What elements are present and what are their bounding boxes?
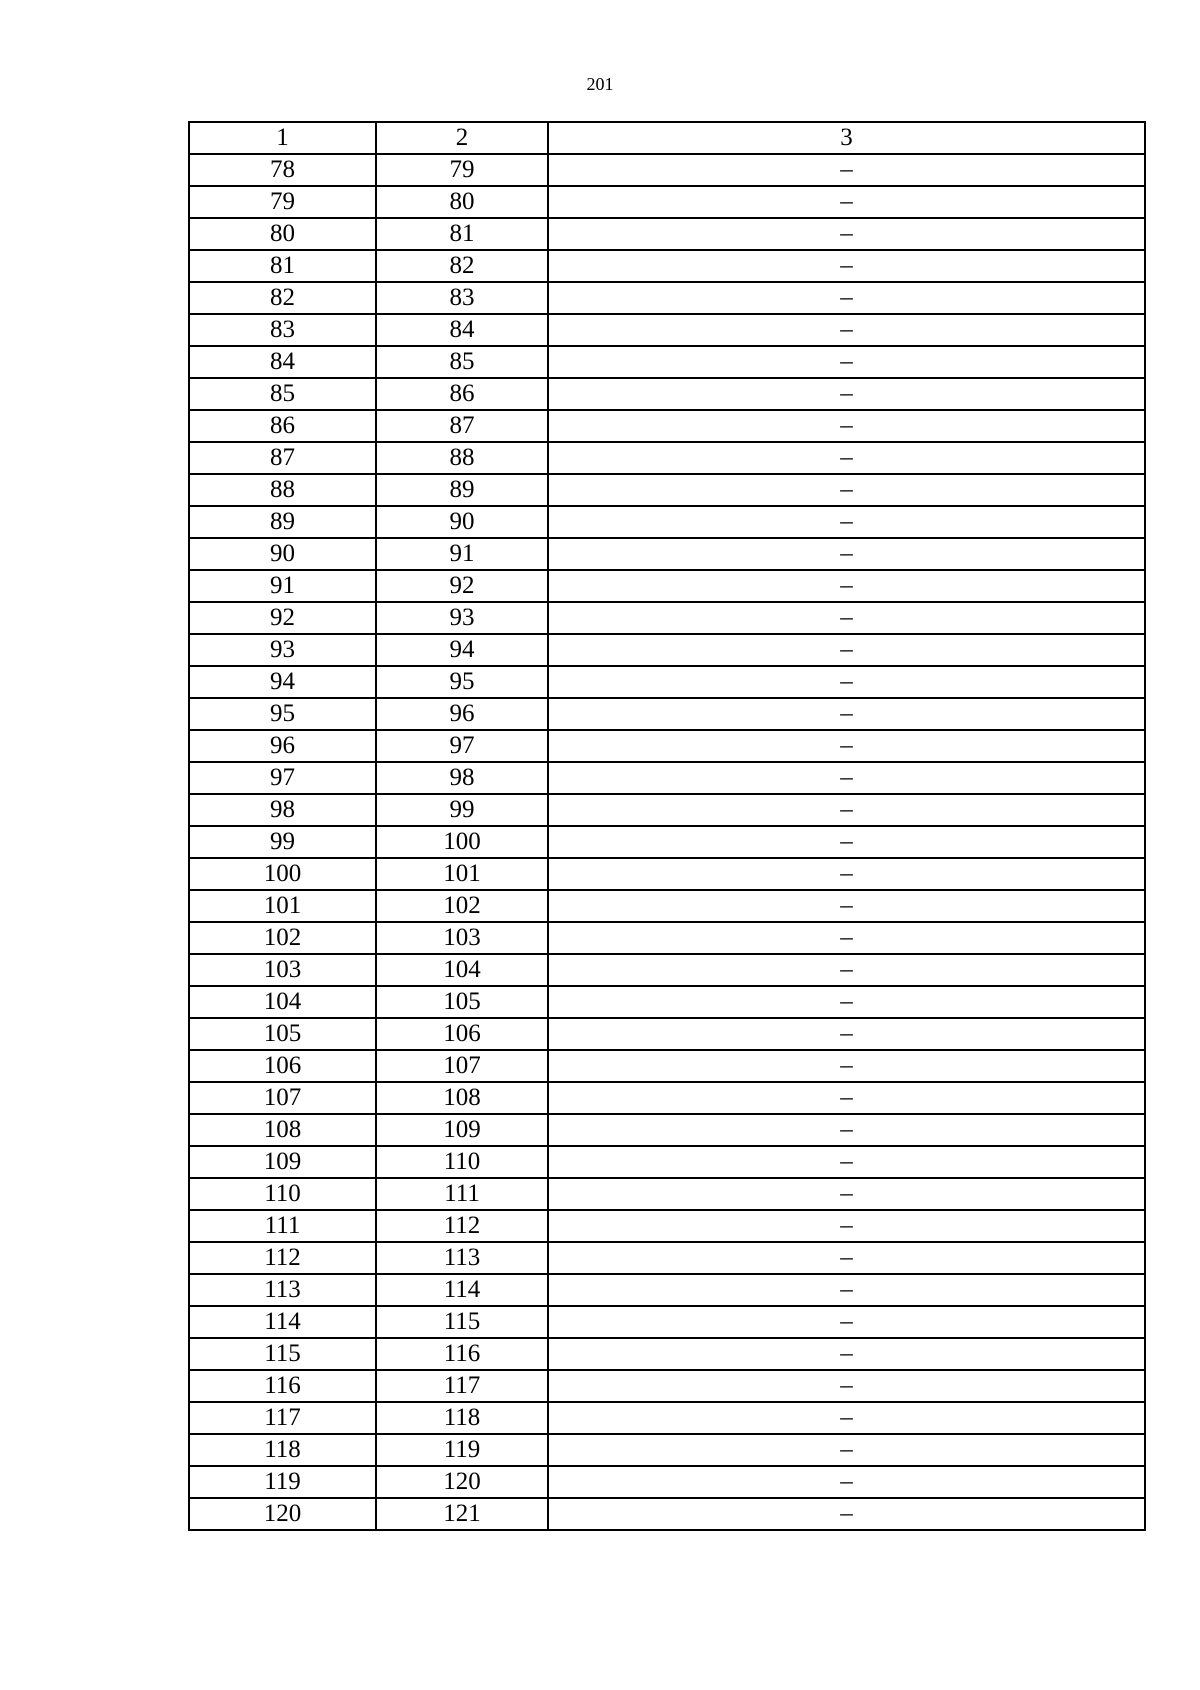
table-cell-col1: 90 xyxy=(189,538,376,570)
table-cell-col1: 110 xyxy=(189,1178,376,1210)
table-row xyxy=(189,602,1145,634)
table-cell-col2: 104 xyxy=(376,954,548,986)
table-row xyxy=(189,314,1145,346)
table-cell-col2: 114 xyxy=(376,1274,548,1306)
table-cell-col3: – xyxy=(548,762,1145,794)
table-row xyxy=(189,1114,1145,1146)
table-cell-col1: 83 xyxy=(189,314,376,346)
table-row xyxy=(189,858,1145,890)
table-row xyxy=(189,570,1145,602)
column-header-1: 1 xyxy=(189,122,376,154)
table-cell-col1: 102 xyxy=(189,922,376,954)
table-cell-col3: – xyxy=(548,154,1145,186)
table-cell-col2: 81 xyxy=(376,218,548,250)
table-cell-col2: 118 xyxy=(376,1402,548,1434)
table-cell-col3: – xyxy=(548,570,1145,602)
table-cell-col1: 114 xyxy=(189,1306,376,1338)
table-cell-col2: 86 xyxy=(376,378,548,410)
table-cell-col2: 102 xyxy=(376,890,548,922)
table-cell-col2: 84 xyxy=(376,314,548,346)
table-cell-col3: – xyxy=(548,1402,1145,1434)
table-cell-col2: 103 xyxy=(376,922,548,954)
table-cell-col2: 80 xyxy=(376,186,548,218)
table-cell-col2: 91 xyxy=(376,538,548,570)
table-cell-col1: 106 xyxy=(189,1050,376,1082)
table-cell-col1: 89 xyxy=(189,506,376,538)
table-cell-col2: 120 xyxy=(376,1466,548,1498)
table-cell-col1: 116 xyxy=(189,1370,376,1402)
table-cell-col3: – xyxy=(548,1434,1145,1466)
page-number: 201 xyxy=(586,74,614,94)
table-cell-col1: 118 xyxy=(189,1434,376,1466)
table-cell-col2: 121 xyxy=(376,1498,548,1530)
table-cell-col3: – xyxy=(548,1178,1145,1210)
table-cell-col2: 88 xyxy=(376,442,548,474)
table-cell-col3: – xyxy=(548,730,1145,762)
table-row xyxy=(189,186,1145,218)
table-cell-col1: 100 xyxy=(189,858,376,890)
table-cell-col3: – xyxy=(548,282,1145,314)
table-row xyxy=(189,1498,1145,1530)
table-cell-col2: 117 xyxy=(376,1370,548,1402)
table-cell-col2: 85 xyxy=(376,346,548,378)
table-cell-col2: 94 xyxy=(376,634,548,666)
table-row xyxy=(189,1370,1145,1402)
table-cell-col2: 108 xyxy=(376,1082,548,1114)
table-row xyxy=(189,1466,1145,1498)
table-row xyxy=(189,1178,1145,1210)
table-cell-col1: 88 xyxy=(189,474,376,506)
table-cell-col2: 92 xyxy=(376,570,548,602)
table-cell-col1: 92 xyxy=(189,602,376,634)
table-cell-col3: – xyxy=(548,506,1145,538)
table-cell-col3: – xyxy=(548,890,1145,922)
table-cell-col3: – xyxy=(548,1498,1145,1530)
table-cell-col2: 87 xyxy=(376,410,548,442)
table-cell-col2: 93 xyxy=(376,602,548,634)
table-cell-col2: 115 xyxy=(376,1306,548,1338)
table-row xyxy=(189,890,1145,922)
table-cell-col2: 95 xyxy=(376,666,548,698)
table-cell-col2: 98 xyxy=(376,762,548,794)
table-row xyxy=(189,154,1145,186)
table-cell-col2: 116 xyxy=(376,1338,548,1370)
table-cell-col1: 82 xyxy=(189,282,376,314)
table-cell-col3: – xyxy=(548,858,1145,890)
table-cell-col2: 89 xyxy=(376,474,548,506)
table-cell-col1: 97 xyxy=(189,762,376,794)
table-row xyxy=(189,1210,1145,1242)
table-row xyxy=(189,954,1145,986)
table-cell-col3: – xyxy=(548,1050,1145,1082)
table-row xyxy=(189,762,1145,794)
table-row xyxy=(189,1434,1145,1466)
table-row xyxy=(189,1242,1145,1274)
table-cell-col1: 78 xyxy=(189,154,376,186)
table-row xyxy=(189,1018,1145,1050)
table-row xyxy=(189,218,1145,250)
table-cell-col1: 99 xyxy=(189,826,376,858)
table-cell-col2: 107 xyxy=(376,1050,548,1082)
table-cell-col3: – xyxy=(548,346,1145,378)
table-cell-col3: – xyxy=(548,1338,1145,1370)
table-cell-col1: 109 xyxy=(189,1146,376,1178)
table-cell-col3: – xyxy=(548,1242,1145,1274)
table-cell-col2: 119 xyxy=(376,1434,548,1466)
table-row xyxy=(189,986,1145,1018)
table-cell-col1: 105 xyxy=(189,1018,376,1050)
table-cell-col3: – xyxy=(548,410,1145,442)
table-cell-col1: 81 xyxy=(189,250,376,282)
table-cell-col2: 90 xyxy=(376,506,548,538)
table-cell-col3: – xyxy=(548,922,1145,954)
table-cell-col3: – xyxy=(548,602,1145,634)
table-cell-col2: 79 xyxy=(376,154,548,186)
table-header-row xyxy=(189,122,1145,154)
table-cell-col2: 110 xyxy=(376,1146,548,1178)
table-cell-col3: – xyxy=(548,794,1145,826)
table-cell-col3: – xyxy=(548,1306,1145,1338)
table-row xyxy=(189,730,1145,762)
table-cell-col1: 79 xyxy=(189,186,376,218)
table-cell-col1: 85 xyxy=(189,378,376,410)
table-cell-col1: 103 xyxy=(189,954,376,986)
table-cell-col2: 96 xyxy=(376,698,548,730)
table-cell-col1: 107 xyxy=(189,1082,376,1114)
table-row xyxy=(189,1082,1145,1114)
table-row xyxy=(189,506,1145,538)
table-cell-col1: 112 xyxy=(189,1242,376,1274)
table-cell-col3: – xyxy=(548,698,1145,730)
table-cell-col1: 80 xyxy=(189,218,376,250)
table-row xyxy=(189,378,1145,410)
table-row xyxy=(189,1402,1145,1434)
table-cell-col3: – xyxy=(548,186,1145,218)
table-row xyxy=(189,538,1145,570)
table-cell-col1: 115 xyxy=(189,1338,376,1370)
table-row xyxy=(189,1306,1145,1338)
table-row xyxy=(189,922,1145,954)
table-cell-col1: 104 xyxy=(189,986,376,1018)
table-cell-col3: – xyxy=(548,986,1145,1018)
table-cell-col3: – xyxy=(548,1370,1145,1402)
table-cell-col2: 100 xyxy=(376,826,548,858)
table-cell-col1: 94 xyxy=(189,666,376,698)
table-cell-col2: 106 xyxy=(376,1018,548,1050)
table-cell-col1: 95 xyxy=(189,698,376,730)
table-cell-col3: – xyxy=(548,250,1145,282)
table-cell-col3: – xyxy=(548,538,1145,570)
table-cell-col3: – xyxy=(548,1210,1145,1242)
table-cell-col2: 105 xyxy=(376,986,548,1018)
table-body xyxy=(189,122,1145,1530)
column-header-2: 2 xyxy=(376,122,548,154)
table-row xyxy=(189,346,1145,378)
table-cell-col2: 112 xyxy=(376,1210,548,1242)
table-cell-col2: 101 xyxy=(376,858,548,890)
table-cell-col3: – xyxy=(548,954,1145,986)
table-cell-col2: 97 xyxy=(376,730,548,762)
table-row xyxy=(189,474,1145,506)
data-table xyxy=(188,121,1146,1531)
table-cell-col1: 117 xyxy=(189,1402,376,1434)
table-row xyxy=(189,282,1145,314)
table-row xyxy=(189,250,1145,282)
table-row xyxy=(189,1274,1145,1306)
table-row xyxy=(189,826,1145,858)
table-cell-col1: 101 xyxy=(189,890,376,922)
table-cell-col1: 84 xyxy=(189,346,376,378)
table-cell-col3: – xyxy=(548,378,1145,410)
table-cell-col1: 111 xyxy=(189,1210,376,1242)
table-cell-col1: 91 xyxy=(189,570,376,602)
table-cell-col3: – xyxy=(548,474,1145,506)
table-cell-col1: 86 xyxy=(189,410,376,442)
table-cell-col3: – xyxy=(548,826,1145,858)
column-header-3: 3 xyxy=(548,122,1145,154)
table-cell-col1: 98 xyxy=(189,794,376,826)
table-row xyxy=(189,794,1145,826)
table-row xyxy=(189,634,1145,666)
table-cell-col2: 109 xyxy=(376,1114,548,1146)
table-cell-col3: – xyxy=(548,1114,1145,1146)
table-cell-col2: 82 xyxy=(376,250,548,282)
table-cell-col2: 99 xyxy=(376,794,548,826)
table-cell-col3: – xyxy=(548,442,1145,474)
table-cell-col1: 93 xyxy=(189,634,376,666)
table-cell-col3: – xyxy=(548,1082,1145,1114)
table-cell-col1: 96 xyxy=(189,730,376,762)
table-cell-col1: 108 xyxy=(189,1114,376,1146)
table-cell-col1: 87 xyxy=(189,442,376,474)
table-row xyxy=(189,410,1145,442)
table-row xyxy=(189,442,1145,474)
table-row xyxy=(189,1050,1145,1082)
table-cell-col3: – xyxy=(548,1018,1145,1050)
table-row xyxy=(189,698,1145,730)
table-cell-col1: 119 xyxy=(189,1466,376,1498)
table-cell-col3: – xyxy=(548,634,1145,666)
table-row xyxy=(189,1338,1145,1370)
table-cell-col1: 120 xyxy=(189,1498,376,1530)
table-row xyxy=(189,666,1145,698)
table-cell-col3: – xyxy=(548,218,1145,250)
table-row xyxy=(189,1146,1145,1178)
table-cell-col1: 113 xyxy=(189,1274,376,1306)
table-cell-col3: – xyxy=(548,666,1145,698)
table-cell-col3: – xyxy=(548,1274,1145,1306)
table-cell-col2: 83 xyxy=(376,282,548,314)
table-cell-col2: 111 xyxy=(376,1178,548,1210)
table-cell-col2: 113 xyxy=(376,1242,548,1274)
table-cell-col3: – xyxy=(548,1146,1145,1178)
table-cell-col3: – xyxy=(548,1466,1145,1498)
table-cell-col3: – xyxy=(548,314,1145,346)
